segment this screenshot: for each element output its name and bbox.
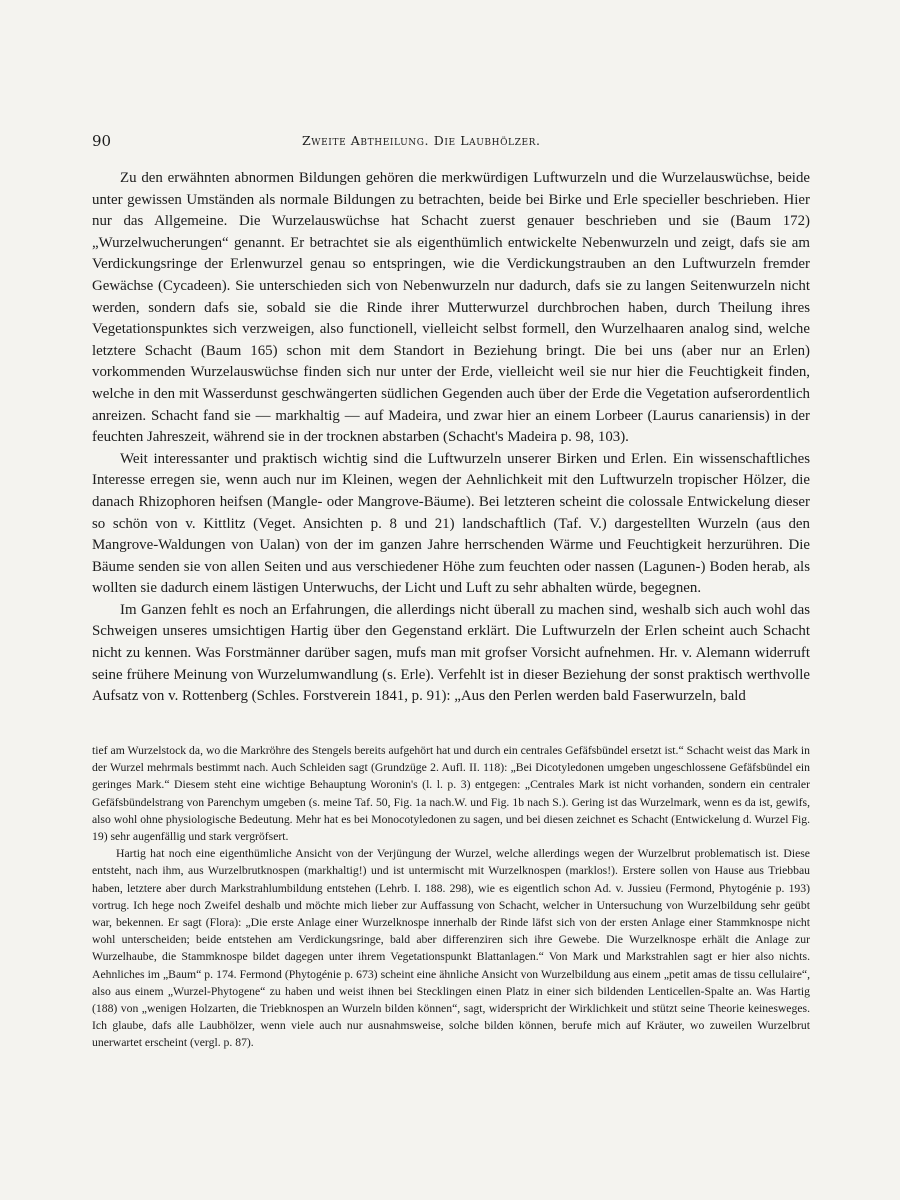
- paragraph: Weit interessanter und praktisch wichtig sind die Luftwurzeln unserer Birken und Erlen. Ein wissenschaftliches Interesse erregen sie, wenn auch nur im Kleinen, wegen der Aehnlichkeit mit den Luftwurzeln tropischer Hölzer, die danach Rhizophoren heifsen (Mangle- oder Mangrove-Bäume). Bei letzteren scheint die colossale Entwickelung dieser so schön von v. Kittlitz (Veget. Ansichten p. 8 und 21) landschaftlich (Taf. V.) dargestellten Wurzeln (aus den Mangrove-Waldungen von Ualan) von der im ganzen Jahre herrschenden Wärme und Feuchtigkeit herzurühren. Die Bäume senden sie von allen Seiten und aus verschiedener Höhe zum feuchten oder nassen (Lagunen-) Boden herab, als wollten sie dadurch einem lästigen Unterwuchs, der Licht und Luft zu sehr abhalten würde, begegnen.: [92, 450, 810, 597]
- footnotes: [92, 742, 810, 1052]
- running-title: Zweite Abtheilung. Die Laubhölzer.: [302, 133, 541, 148]
- paragraph: Im Ganzen fehlt es noch an Erfahrungen, die allerdings nicht überall zu machen sind, weshalb sich auch wohl das Schweigen unseres umsichtigen Hartig über den Gegenstand erklärt. Die Luftwurzeln der Erlen scheint auch Schacht nicht zu kennen. Was Forstmänner darüber sagen, mufs man mit grofser Vorsicht aufnehmen. Hr. v. Alemann widerruft seine frühere Meinung von Wurzelumwandlung (s. Erle). Verfehlt ist in dieser Beziehung der sonst praktisch werthvolle Aufsatz von v. Rottenberg (Schles. Forstverein 1841, p. 91): „Aus den Perlen werden bald Faserwurzeln, bald: [92, 601, 810, 705]
- paragraph: Zu den erwähnten abnormen Bildungen gehören die merkwürdigen Luftwurzeln und die Wurzelauswüchse, beide unter gewissen Umständen als normale Bildungen zu betrachten, beide bei Birke und Erle specieller beschrieben. Hier nur das Allgemeine. Die Wurzelauswüchse hat Schacht zuerst genauer beschrieben und sie (Baum 172) „Wurzelwucherungen“ genannt. Er betrachtet sie als eigenthümlich entwickelte Nebenwurzeln und zeigt, dafs sie am Verdickungsringe der Erlenwurzel genau so entspringen, wie die Verdickungstrauben an den Luftwurzeln fremder Gewächse (Cycadeen). Sie unterschieden sich von Nebenwurzeln nur dadurch, dafs sie zu langen Seitenwurzeln nicht werden, sondern dafs sie, sobald sie die Rinde ihrer Mutterwurzel durchbrochen haben, durch Theilung ihres Vegetationspunktes sich verzweigen, also functionell, vielleicht selbst formell, den Wurzelhaaren analog sind, welche letztere Schacht (Baum 165) schon mit dem Standort in Beziehung bringt. Die bei uns (aber nur an Erlen) vorkommenden Wurzelauswüchse finden sich nur unter der Erde, vielleicht weil sie nur hier die Feuchtigkeit finden, welche in den mit Wasserdunst geschwängerten südlichen Gegenden auch über der Erde die Vegetation aufserordentlich anreizen. Schacht fand sie — markhaltig — auf Madeira, und zwar hier an einem Lorbeer (Laurus canariensis) in der feuchten Jahreszeit, während sie in der trocknen abstarben (Schacht's Madeira p. 98, 103).: [92, 170, 810, 446]
- footnote-paragraph: Hartig hat noch eine eigenthümliche Ansicht von der Verjüngung der Wurzel, welche allerdings wegen der Wurzelbrut problematisch ist. Diese entsteht, nach ihm, aus Wurzelbrutknospen (markhaltig!) und ist untermischt mit Wurzelknospen (marklos!). Erstere sollen von Hause aus Triebbau haben, letztere aber durch Markstrahlumbildung entstehen (Lehrb. I. 188. 298), wie es eigentlich schon Ad. v. Jussieu (Fermond, Phytogénie p. 193) vortrug. Ich hege noch Zweifel deshalb und möchte mich lieber zur Auffassung von Schacht, welcher in Untersuchung von Wurzelbildung sehr geübt war, bekennen. Er sagt (Flora): „Die erste Anlage einer Wurzelknospe innerhalb der Rinde läfst sich von der ersten Anlage einer Stammknospe nicht wohl unterscheiden; beide entstehen am Verdickungsringe, bald aber differenziren sich ihre Gewebe. Die Wurzelknospe erhält die Anlage zur Wurzelhaube, die Stammknospe bildet dagegen unter ihrem Vegetationspunkt Blattanlagen.“ Von Mark und Markstrahlen sagt er hier also nichts. Aehnliches im „Baum“ p. 174. Fermond (Phytogénie p. 673) scheint eine ähnliche Ansicht von Wurzelbildung aus einem „petit amas de tissu cellulaire“, also aus einem „Wurzel-Phytogene“ zu haben und weist ihnen bei Stecklingen einen Platz in einer sich bildenden Lenticellen-Spalte an. Was Hartig (188) von „wenigen Holzarten, die Triebknospen an Wurzeln bilden können“, sagt, widerspricht der Wirklichkeit und stützt seine Theorie keinesweges. Ich glaube, dafs alle Laubhölzer, wenn viele auch nur ausnahmsweise, solche bilden können, berufe mich auf Kräuter, wo zuweilen Wurzelbrut unerwartet erscheint (vergl. p. 87).: [92, 847, 810, 1050]
- footnote-paragraph: tief am Wurzelstock da, wo die Markröhre des Stengels bereits aufgehört hat und durch ein centrales Gefäfsbündel ersetzt ist.“ Schacht weist das Mark in der Wurzel mehrmals bestimmt nach. Auch Schleiden sagt (Grundzüge 2. Aufl. II. 118): „Bei Dicotyledonen umgeben ungeschlossene Gefäfsbündel ein geringes Mark.“ Diesem steht eine wichtige Behauptung Woronin's (l. l. p. 3) entgegen: „Centrales Mark ist nicht vorhanden, sondern ein centraler Gefäfsbündelstrang von Parenchym umgeben (s. meine Taf. 50, Fig. 1a nach.W. und Fig. 1b nach S.). Gering ist das Wurzelmark, wenn es da ist, gewifs, also wohl ohne physiologische Bedeutung. Mehr hat es bei Monocotyledonen zu sagen, und bei diesen zeichnet es Schacht (Entwickelung d. Wurzel Fig. 19) sehr augenfällig und stark vergröfsert.: [92, 744, 810, 844]
- page-number: 90: [92, 132, 112, 150]
- page-header: [92, 132, 802, 152]
- main-text: [92, 168, 810, 708]
